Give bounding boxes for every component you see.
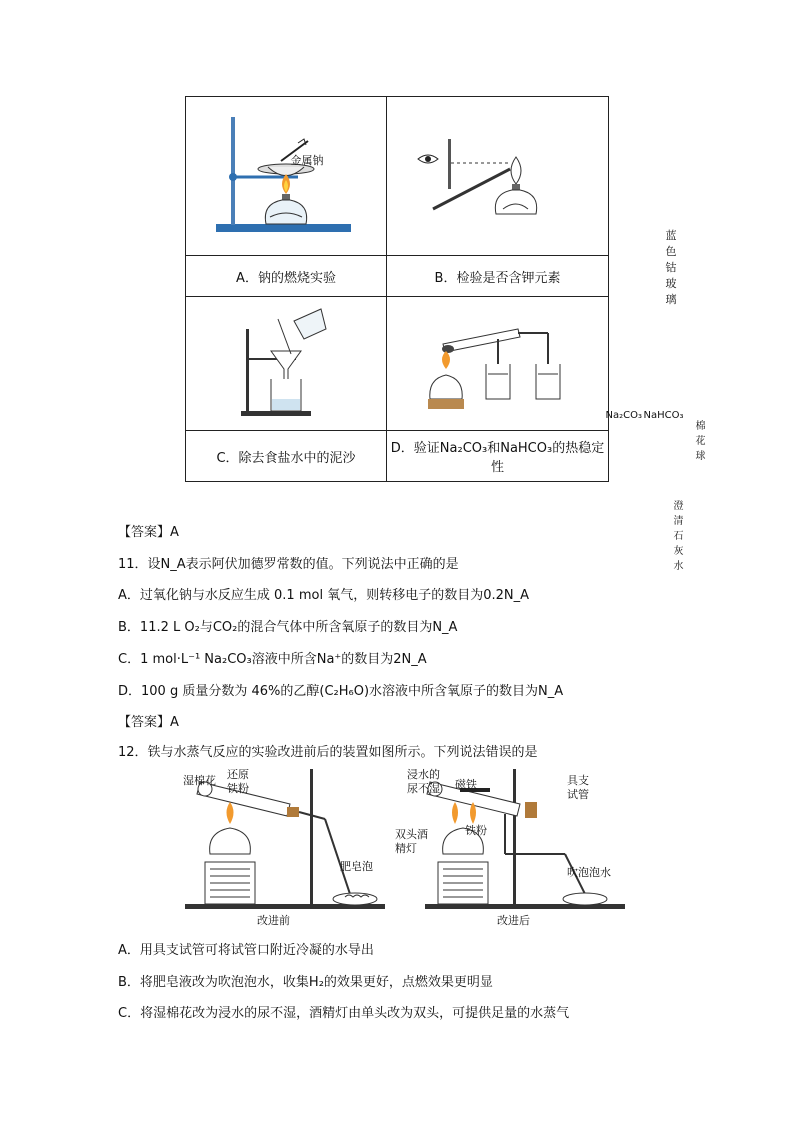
label-wet-cotton: 湿棉花 [183, 774, 216, 787]
caption-after: 改进后 [497, 914, 530, 927]
label-cobalt-glass: 蓝色钴玻璃 [665, 228, 677, 306]
filtration-figure [186, 299, 386, 424]
thermal-stability-figure [398, 299, 598, 424]
answer-label-2: 【答案】A [118, 715, 179, 730]
label-diaper-line1: 浸水的 [407, 768, 440, 781]
q12-option-b: B．将肥皂液改为吹泡泡水，收集H₂的效果更好，点燃效果更明显 [118, 975, 493, 990]
label-lamp-line2: 精灯 [395, 842, 417, 855]
label-limewater: 澄清石灰水 [673, 500, 684, 572]
answer-label-1: 【答案】A [118, 525, 179, 540]
label-magnet: 磁铁 [455, 778, 477, 791]
figure-c-cell [186, 297, 387, 431]
label-lamp-line1: 双头酒 [395, 828, 428, 841]
q12-option-a: A．用具支试管可将试管口附近冷凝的水导出 [118, 943, 374, 958]
label-sodium: 金属钠 [290, 153, 324, 167]
label-nahco3: NaHCO₃ [643, 409, 684, 421]
label-iron-powder-line2: 铁粉 [227, 782, 249, 795]
q11-option-b: B．11.2 L O₂与CO₂的混合气体中所含氧原子的数目为N_A [118, 620, 458, 635]
label-tube-line2: 试管 [567, 788, 589, 801]
figure-a-cell [186, 97, 387, 256]
caption-b: B．检验是否含钾元素 [387, 256, 609, 297]
sodium-burning-figure [186, 99, 386, 249]
q11-stem: 11．设N_A表示阿伏加德罗常数的值。下列说法中正确的是 [118, 557, 459, 572]
caption-before: 改进前 [257, 914, 290, 927]
label-iron-powder-line1: 还原 [227, 768, 249, 781]
caption-c: C．除去食盐水中的泥沙 [186, 431, 387, 482]
label-cotton: 棉花球 [695, 420, 706, 462]
label-bubble-water: 吹泡泡水 [567, 866, 611, 879]
iron-steam-figure [175, 764, 625, 928]
label-tube-line1: 具支 [567, 774, 589, 787]
label-iron-after: 铁粉 [465, 824, 487, 837]
caption-a: A．钠的燃烧实验 [186, 256, 387, 297]
q12-option-c: C．将湿棉花改为浸水的尿不湿，酒精灯由单头改为双头，可提供足量的水蒸气 [118, 1006, 570, 1021]
label-soap-bubble: 肥皂泡 [340, 860, 373, 873]
q11-option-d: D．100 g 质量分数为 46%的乙醇(C₂H₆O)水溶液中所含氧原子的数目为N_A [118, 684, 564, 699]
q11-option-c: C．1 mol·L⁻¹ Na₂CO₃溶液中所含Na⁺的数目为2N_A [118, 652, 427, 667]
label-na2co3: Na₂CO₃ [605, 409, 642, 421]
q11-option-a: A．过氧化钠与水反应生成 0.1 mol 氧气，则转移电子的数目为0.2N_A [118, 588, 529, 603]
label-diaper-line2: 尿不湿 [407, 782, 440, 795]
caption-d: D．验证Na₂CO₃和NaHCO₃的热稳定性 [387, 431, 609, 482]
q12-stem: 12．铁与水蒸气反应的实验改进前后的装置如图所示。下列说法错误的是 [118, 745, 538, 760]
flame-test-figure [398, 99, 598, 249]
